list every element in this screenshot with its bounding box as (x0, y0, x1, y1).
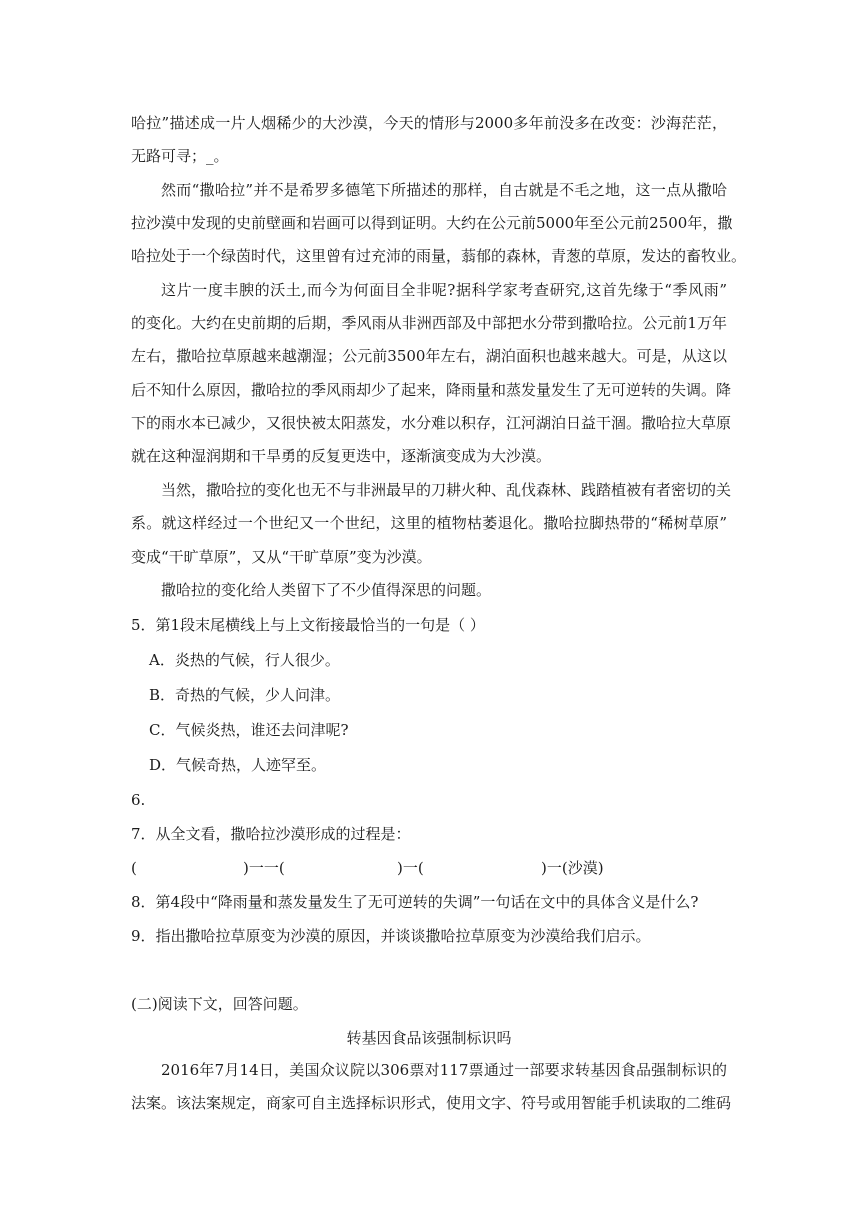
passage-line: 变成“干旷草原”，又从“干旷草原”变为沙漠。 (131, 548, 432, 566)
passage-line: 就在这种湿润期和干旱勇的反复更迭中，逐渐演变成为大沙漠。 (131, 447, 552, 465)
article-line: 2016年7月14日，美国众议院以306票对117票通过一部要求转基因食品强制标识的 (161, 1061, 727, 1079)
passage-line: 拉沙漠中发现的史前壁画和岩画可以得到证明。大约在公元前5000年至公元前2500年，撒 (131, 214, 733, 232)
question-5-option-b: B．奇热的气候，少人问津。 (149, 686, 341, 704)
question-7-arrow-2: )一( (397, 859, 424, 877)
question-5-option-a: A．炎热的气候，行人很少。 (149, 651, 340, 669)
passage-line: 的变化。大约在史前期的后期，季风雨从非洲西部及中部把水分带到撒哈拉。公元前1万年 (131, 314, 727, 332)
question-5-option-d: D．气候奇热，人迹罕至。 (149, 756, 327, 774)
passage-line: 无路可寻；_。 (131, 147, 229, 165)
question-6: 6. (131, 791, 146, 809)
question-8: 8．第4段中“降雨量和蒸发量发生了无可逆转的失调”一句话在文中的具体含义是什么? (131, 893, 699, 911)
passage-line: 这片一度丰腴的沃土,而今为何面目全非呢?据科学家考查研究,这首先缘于“季风雨” (161, 281, 727, 299)
question-9: 9．指出撒哈拉草原变为沙漠的原因，并谈谈撒哈拉草原变为沙漠给我们启示。 (131, 927, 651, 945)
section-2-heading: (二)阅读下文，回答问题。 (131, 995, 308, 1013)
passage-line: 哈拉”描述成一片人烟稀少的大沙漠，今天的情形与2000多年前没多在改变：沙海茫茫， (131, 114, 727, 132)
passage-line: 然而“撒哈拉”并不是希罗多德笔下所描述的那样，自古就是不毛之地，这一点从撒哈 (161, 181, 727, 199)
passage-line: 系。就这样经过一个世纪又一个世纪，这里的植物枯萎退化。撒哈拉脚热带的“稀树草原” (131, 514, 727, 532)
question-7-stem: 7．从全文看，撒哈拉沙漠形成的过程是： (131, 825, 411, 843)
question-7-arrow-1: )一一( (243, 859, 285, 877)
question-5-option-c: C．气候炎热，谁还去问津呢? (149, 721, 349, 739)
passage-line: 左右，撒哈拉草原越来越潮湿；公元前3500年左右，湖泊面积也越来越大。可是，从这以 (131, 347, 727, 365)
question-5-stem: 5．第1段末尾横线上与上文衔接最恰当的一句是（ ） (131, 616, 485, 634)
question-7-arrow-3: )一(沙漠) (541, 859, 604, 877)
article-title: 转基因食品该强制标识吗 (346, 1029, 512, 1047)
passage-line: 撒哈拉的变化给人类留下了不少值得深思的问题。 (161, 581, 492, 599)
passage-line: 当然，撒哈拉的变化也无不与非洲最早的刀耕火种、乱伐森林、践踏植被有者密切的关 (161, 481, 732, 499)
passage-line: 下的雨水本已减少，又很快被太阳蒸发，水分难以积存，江河湖泊日益干涸。撒哈拉大草原 (131, 414, 732, 432)
passage-line: 后不知什么原因，撒哈拉的季风雨却少了起来，降雨量和蒸发量发生了无可逆转的失调。降 (131, 381, 732, 399)
question-7-open-paren: ( (131, 859, 137, 877)
article-line: 法案。该法案规定，商家可自主选择标识形式，使用文字、符号或用智能手机读取的二维码 (131, 1094, 732, 1112)
passage-line: 哈拉处于一个绿茵时代，这里曾有过充沛的雨量，蓊郁的森林，青葱的草原，发达的畜牧业。 (131, 247, 747, 265)
